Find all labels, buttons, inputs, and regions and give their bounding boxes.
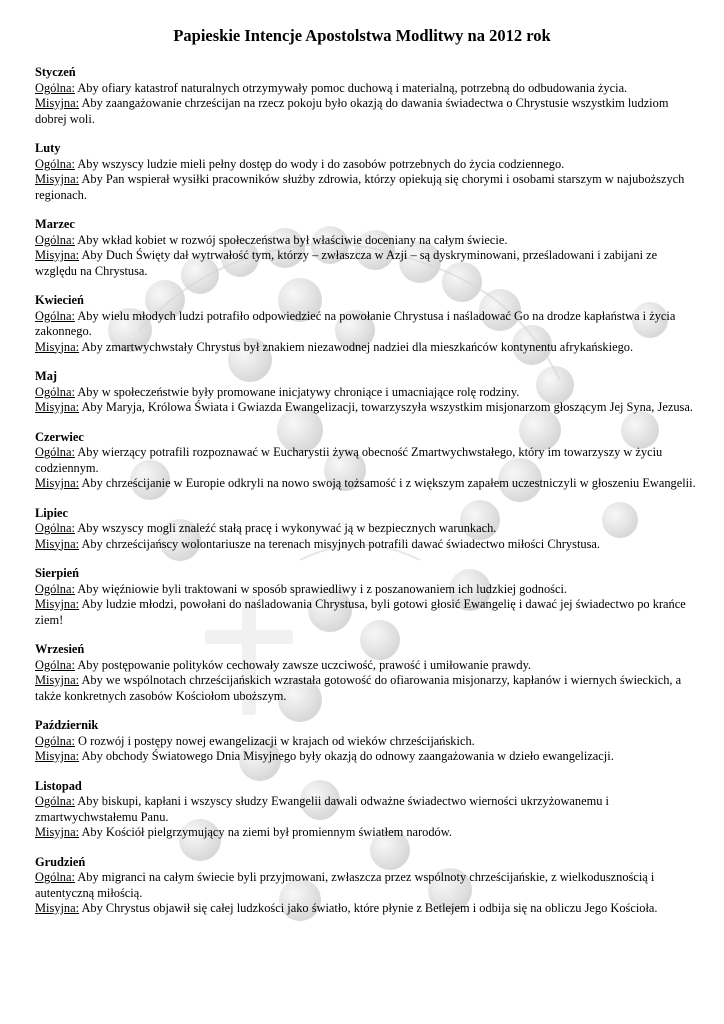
month-name: Styczeń — [35, 65, 76, 79]
mission-intention — [35, 340, 697, 356]
mission-intention — [35, 172, 697, 203]
mission-intention — [35, 597, 697, 628]
month-section — [35, 65, 697, 127]
general-intention — [35, 794, 697, 825]
general-intention-label: Ogólna: — [35, 232, 75, 247]
general-intention-text: Aby w społeczeństwie były promowane inicjatywy chroniące i umacniające rolę rodziny. — [77, 384, 520, 399]
mission-intention-label: Misyjna: — [35, 339, 80, 354]
mission-intention-text: Aby Duch Święty dał wytrwałość tym, którzy – zwłaszcza w Azji – są dyskryminowani, prześladowani i zabijani ze względu na Chrystusa. — [35, 248, 658, 278]
mission-intention-label: Misyjna: — [35, 476, 80, 490]
general-intention-text: Aby migranci na całym świecie byli przyjmowani, zwłaszcza przez wspólnoty chrześcijańskie, z wielkodusznością i autentyczną miłością. — [35, 870, 655, 900]
mission-intention-text: Aby obchody Światowego Dnia Misyjnego były okazją do odnowy zaangażowania w dzieło ewangelizacji. — [81, 749, 614, 763]
general-intention-text: Aby ofiary katastrof naturalnych otrzymywały pomoc duchową i materialną, potrzebną do odbudowania życia. — [77, 80, 628, 95]
general-intention-label: Ogólna: — [35, 581, 75, 596]
general-intention — [35, 385, 697, 401]
mission-intention-label: Misyjna: — [35, 901, 80, 915]
month-name: Grudzień — [35, 854, 86, 869]
mission-intention — [35, 673, 697, 704]
mission-intention — [35, 901, 697, 917]
mission-intention-label: Misyjna: — [35, 172, 80, 186]
general-intention — [35, 445, 697, 476]
general-intention-label: Ogólna: — [35, 156, 75, 171]
mission-intention-text: Aby zmartwychwstały Chrystus był znakiem niezawodnej nadziei dla mieszkańców kontynentu afrykańskiego. — [81, 339, 634, 354]
month-name: Sierpień — [35, 566, 80, 580]
general-intention — [35, 233, 697, 249]
general-intention-label: Ogólna: — [35, 733, 75, 748]
general-intention — [35, 582, 697, 598]
mission-intention-label: Misyjna: — [35, 825, 80, 839]
month-section — [35, 718, 697, 765]
month-section — [35, 566, 697, 628]
general-intention — [35, 521, 697, 537]
general-intention — [35, 658, 697, 674]
general-intention — [35, 81, 697, 97]
mission-intention — [35, 749, 697, 765]
general-intention — [35, 870, 697, 901]
general-intention-label: Ogólna: — [35, 870, 75, 884]
general-intention-text: Aby więźniowie byli traktowani w sposób sprawiedliwy i z poszanowaniem ich ludzkiej godności. — [77, 581, 568, 596]
general-intention-text: O rozwój i postępy nowej ewangelizacji w krajach od wieków chrześcijańskich. — [78, 733, 475, 748]
general-intention-text: Aby biskupi, kapłani i wszyscy słudzy Ewangelii dawali odważne świadectwo wierności ukrzyżowanemu i zmartwychwstałemu Panu. — [35, 794, 609, 824]
month-name: Kwiecień — [35, 293, 84, 307]
mission-intention — [35, 825, 697, 841]
mission-intention-text: Aby chrześcijańscy wolontariusze na terenach misyjnych potrafili dawać świadectwo miłości Chrystusa. — [81, 536, 601, 551]
mission-intention — [35, 248, 697, 279]
mission-intention-text: Aby ludzie młodzi, powołani do naśladowania Chrystusa, byli gotowi głosić Ewangelię i dawać jej świadectwo po krańce ziem! — [35, 597, 686, 627]
mission-intention-label: Misyjna: — [35, 673, 80, 687]
general-intention-text: Aby wierzący potrafili rozpoznawać w Eucharystii żywą obecność Zmartwychwstałego, który im towarzyszy w życiu codziennym. — [35, 445, 663, 475]
mission-intention — [35, 96, 697, 127]
general-intention-label: Ogólna: — [35, 794, 75, 808]
general-intention-text: Aby wszyscy ludzie mieli pełny dostęp do wody i do zasobów potrzebnych do życia codziennego. — [77, 156, 565, 171]
mission-intention — [35, 400, 697, 416]
month-section — [35, 430, 697, 492]
mission-intention-text: Aby Pan wspierał wysiłki pracowników służby zdrowia, którzy opiekują się chorymi i osobami starszym w najuboższych regionach. — [35, 172, 685, 202]
month-name: Październik — [35, 718, 99, 732]
month-section — [35, 217, 697, 279]
mission-intention-label: Misyjna: — [35, 536, 80, 551]
general-intention — [35, 309, 697, 340]
mission-intention-text: Aby we wspólnotach chrześcijańskich wzrastała gotowość do ofiarowania misjonarzy, kapłanów i wiernych świeckich, a także konkretnych zasobów Kościołom uboższym. — [35, 673, 682, 703]
month-section — [35, 506, 697, 553]
month-section — [35, 855, 697, 917]
month-section — [35, 141, 697, 203]
mission-intention-text: Aby Chrystus objawił się całej ludzkości jako światło, które płynie z Betlejem i odbija się na obliczu Jego Kościoła. — [81, 901, 658, 915]
month-section — [35, 642, 697, 704]
mission-intention-label: Misyjna: — [35, 96, 80, 110]
mission-intention — [35, 476, 697, 492]
general-intention-text: Aby postępowanie polityków cechowały zawsze uczciwość, prawość i umiłowanie prawdy. — [77, 657, 532, 672]
month-name: Wrzesień — [35, 642, 85, 656]
page-title: Papieskie Intencje Apostolstwa Modlitwy na 2012 rok — [173, 26, 551, 45]
general-intention-label: Ogólna: — [35, 384, 75, 399]
month-name: Marzec — [35, 217, 75, 231]
month-name: Luty — [35, 141, 61, 155]
month-name: Czerwiec — [35, 429, 84, 444]
mission-intention-label: Misyjna: — [35, 749, 80, 763]
mission-intention-label: Misyjna: — [35, 597, 80, 611]
mission-intention-label: Misyjna: — [35, 400, 80, 414]
month-name: Listopad — [35, 778, 82, 793]
mission-intention-text: Aby chrześcijanie w Europie odkryli na nowo swoją tożsamość i z większym zapałem uczestniczyli w głoszeniu Ewangelii. — [81, 476, 696, 490]
general-intention-text: Aby wkład kobiet w rozwój społeczeństwa był właściwie doceniany na całym świecie. — [77, 232, 508, 247]
month-name: Lipiec — [35, 505, 69, 520]
mission-intention-label: Misyjna: — [35, 248, 80, 262]
month-name: Maj — [35, 369, 58, 383]
general-intention — [35, 157, 697, 173]
mission-intention-text: Aby zaangażowanie chrześcijan na rzecz pokoju było okazją do dawania świadectwa o Chrystusie wszystkim ludziom dobrej woli. — [35, 96, 669, 126]
mission-intention — [35, 537, 697, 553]
month-section — [35, 779, 697, 841]
month-section — [35, 369, 697, 416]
intentions-list — [35, 65, 697, 931]
general-intention-label: Ogólna: — [35, 521, 75, 535]
general-intention-label: Ogólna: — [35, 445, 75, 459]
mission-intention-text: Aby Kościół pielgrzymujący na ziemi był promiennym światłem narodów. — [81, 825, 452, 839]
month-section — [35, 293, 697, 355]
general-intention-label: Ogólna: — [35, 80, 75, 95]
general-intention-label: Ogólna: — [35, 657, 75, 672]
mission-intention-text: Aby Maryja, Królowa Świata i Gwiazda Ewangelizacji, towarzyszyła wszystkim misjonarzom głoszącym Jej Syna, Jezusa. — [81, 400, 693, 414]
general-intention-text: Aby wielu młodych ludzi potrafiło odpowiedzieć na powołanie Chrystusa i naśladować Go na drodze kapłaństwa i życia zakonnego. — [35, 308, 676, 338]
general-intention — [35, 734, 697, 750]
general-intention-text: Aby wszyscy mogli znaleźć stałą pracę i wykonywać ją w bezpiecznych warunkach. — [77, 521, 497, 535]
general-intention-label: Ogólna: — [35, 308, 75, 323]
